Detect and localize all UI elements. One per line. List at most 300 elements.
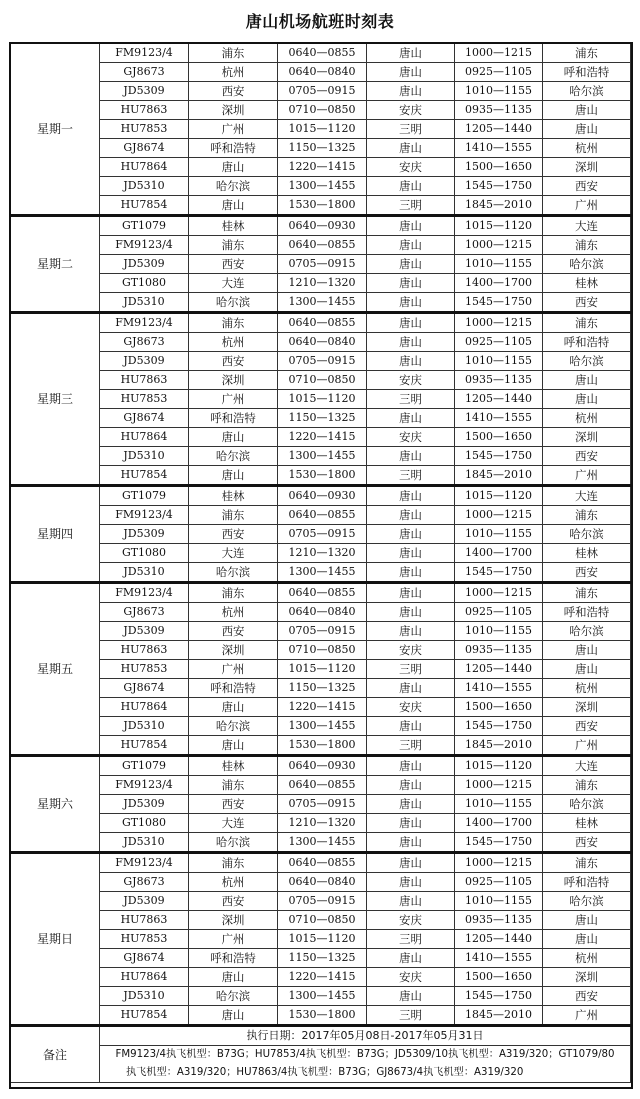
stop-cell: 唐山 [367, 82, 455, 101]
flight-number-cell: JD5310 [100, 563, 189, 583]
table-row [11, 756, 631, 776]
arrival-time-cell: 1500—1650 [455, 698, 543, 717]
table-row [11, 447, 631, 466]
stop-cell: 三明 [367, 120, 455, 139]
destination-cell: 浦东 [543, 236, 631, 255]
stop-cell: 三明 [367, 930, 455, 949]
weekday-label: 星期三 [11, 313, 100, 486]
origin-cell: 浦东 [189, 853, 278, 873]
origin-cell: 深圳 [189, 371, 278, 390]
departure-time-cell: 1300—1455 [278, 177, 367, 196]
departure-time-cell: 0640—0855 [278, 583, 367, 603]
flight-number-cell: HU7853 [100, 390, 189, 409]
departure-time-cell: 1300—1455 [278, 563, 367, 583]
origin-cell: 哈尔滨 [189, 293, 278, 313]
table-row [11, 814, 631, 833]
stop-cell: 唐山 [367, 563, 455, 583]
table-row [11, 968, 631, 987]
arrival-time-cell: 1205—1440 [455, 660, 543, 679]
flight-number-cell: JD5309 [100, 795, 189, 814]
departure-time-cell: 1015—1120 [278, 660, 367, 679]
origin-cell: 哈尔滨 [189, 717, 278, 736]
stop-cell: 唐山 [367, 717, 455, 736]
stop-cell: 唐山 [367, 177, 455, 196]
flight-number-cell: JD5309 [100, 892, 189, 911]
arrival-time-cell: 1500—1650 [455, 158, 543, 177]
origin-cell: 广州 [189, 660, 278, 679]
departure-time-cell: 0710—0850 [278, 371, 367, 390]
table-row [11, 158, 631, 177]
origin-cell: 大连 [189, 274, 278, 293]
arrival-time-cell: 0925—1105 [455, 873, 543, 892]
flight-number-cell: HU7863 [100, 371, 189, 390]
destination-cell: 浦东 [543, 44, 631, 63]
departure-time-cell: 0705—0915 [278, 622, 367, 641]
origin-cell: 桂林 [189, 756, 278, 776]
arrival-time-cell: 1410—1555 [455, 409, 543, 428]
arrival-time-cell: 1010—1155 [455, 892, 543, 911]
stop-cell: 安庆 [367, 101, 455, 120]
notes-label: 备注 [11, 1026, 100, 1083]
departure-time-cell: 1300—1455 [278, 833, 367, 853]
departure-time-cell: 1150—1325 [278, 949, 367, 968]
stop-cell: 唐山 [367, 333, 455, 352]
table-row [11, 698, 631, 717]
arrival-time-cell: 1845—2010 [455, 736, 543, 756]
destination-cell: 杭州 [543, 409, 631, 428]
arrival-time-cell: 1010—1155 [455, 525, 543, 544]
destination-cell: 大连 [543, 486, 631, 506]
destination-cell: 杭州 [543, 679, 631, 698]
departure-time-cell: 0705—0915 [278, 82, 367, 101]
table-row [11, 139, 631, 158]
table-row [11, 177, 631, 196]
table-row [11, 216, 631, 236]
stop-cell: 三明 [367, 390, 455, 409]
arrival-time-cell: 1400—1700 [455, 274, 543, 293]
stop-cell: 唐山 [367, 756, 455, 776]
stop-cell: 唐山 [367, 486, 455, 506]
origin-cell: 杭州 [189, 603, 278, 622]
destination-cell: 浦东 [543, 506, 631, 525]
table-row [11, 120, 631, 139]
flight-number-cell: JD5310 [100, 717, 189, 736]
departure-time-cell: 1530—1800 [278, 736, 367, 756]
arrival-time-cell: 0925—1105 [455, 603, 543, 622]
destination-cell: 哈尔滨 [543, 622, 631, 641]
flight-number-cell: JD5309 [100, 352, 189, 371]
table-row [11, 660, 631, 679]
destination-cell: 深圳 [543, 428, 631, 447]
destination-cell: 深圳 [543, 698, 631, 717]
origin-cell: 西安 [189, 82, 278, 101]
destination-cell: 呼和浩特 [543, 603, 631, 622]
origin-cell: 大连 [189, 814, 278, 833]
departure-time-cell: 0640—0855 [278, 44, 367, 63]
destination-cell: 哈尔滨 [543, 795, 631, 814]
table-row [11, 236, 631, 255]
arrival-time-cell: 1015—1120 [455, 486, 543, 506]
destination-cell: 西安 [543, 833, 631, 853]
departure-time-cell: 0640—0840 [278, 873, 367, 892]
origin-cell: 呼和浩特 [189, 679, 278, 698]
table-row [11, 506, 631, 525]
stop-cell: 唐山 [367, 63, 455, 82]
departure-time-cell: 0640—0930 [278, 486, 367, 506]
departure-time-cell: 1210—1320 [278, 814, 367, 833]
destination-cell: 唐山 [543, 101, 631, 120]
flight-number-cell: GT1080 [100, 544, 189, 563]
origin-cell: 广州 [189, 930, 278, 949]
destination-cell: 哈尔滨 [543, 525, 631, 544]
stop-cell: 唐山 [367, 949, 455, 968]
flight-number-cell: GJ8673 [100, 603, 189, 622]
departure-time-cell: 1300—1455 [278, 293, 367, 313]
flight-number-cell: JD5310 [100, 447, 189, 466]
flight-number-cell: HU7863 [100, 911, 189, 930]
table-row [11, 987, 631, 1006]
origin-cell: 哈尔滨 [189, 447, 278, 466]
origin-cell: 杭州 [189, 333, 278, 352]
destination-cell: 广州 [543, 1006, 631, 1026]
destination-cell: 桂林 [543, 814, 631, 833]
destination-cell: 呼和浩特 [543, 873, 631, 892]
flight-number-cell: HU7863 [100, 641, 189, 660]
arrival-time-cell: 1205—1440 [455, 930, 543, 949]
arrival-time-cell: 1410—1555 [455, 949, 543, 968]
schedule-body [11, 44, 631, 1026]
flight-number-cell: FM9123/4 [100, 776, 189, 795]
destination-cell: 杭州 [543, 139, 631, 158]
destination-cell: 西安 [543, 717, 631, 736]
origin-cell: 杭州 [189, 873, 278, 892]
flight-number-cell: JD5309 [100, 622, 189, 641]
stop-cell: 唐山 [367, 853, 455, 873]
stop-cell: 唐山 [367, 216, 455, 236]
departure-time-cell: 0705—0915 [278, 352, 367, 371]
destination-cell: 深圳 [543, 968, 631, 987]
departure-time-cell: 1210—1320 [278, 274, 367, 293]
table-row [11, 795, 631, 814]
origin-cell: 浦东 [189, 506, 278, 525]
flight-number-cell: GJ8673 [100, 873, 189, 892]
weekday-label: 星期五 [11, 583, 100, 756]
destination-cell: 唐山 [543, 930, 631, 949]
flight-number-cell: GT1079 [100, 486, 189, 506]
notes-line [100, 1046, 631, 1065]
arrival-time-cell: 1545—1750 [455, 293, 543, 313]
arrival-time-cell: 1545—1750 [455, 833, 543, 853]
origin-cell: 西安 [189, 622, 278, 641]
arrival-time-cell: 1500—1650 [455, 968, 543, 987]
departure-time-cell: 1015—1120 [278, 390, 367, 409]
origin-cell: 深圳 [189, 911, 278, 930]
table-row [11, 892, 631, 911]
destination-cell: 哈尔滨 [543, 82, 631, 101]
arrival-time-cell: 1010—1155 [455, 352, 543, 371]
flight-number-cell: GJ8674 [100, 949, 189, 968]
table-row [11, 313, 631, 333]
origin-cell: 唐山 [189, 196, 278, 216]
stop-cell: 唐山 [367, 892, 455, 911]
arrival-time-cell: 1410—1555 [455, 679, 543, 698]
departure-time-cell: 0640—0840 [278, 333, 367, 352]
flight-number-cell: JD5310 [100, 987, 189, 1006]
origin-cell: 唐山 [189, 158, 278, 177]
arrival-time-cell: 1000—1215 [455, 313, 543, 333]
stop-cell: 唐山 [367, 833, 455, 853]
destination-cell: 唐山 [543, 641, 631, 660]
flight-number-cell: GT1080 [100, 814, 189, 833]
departure-time-cell: 0640—0840 [278, 603, 367, 622]
arrival-time-cell: 0935—1135 [455, 371, 543, 390]
stop-cell: 唐山 [367, 795, 455, 814]
flight-number-cell: HU7863 [100, 101, 189, 120]
origin-cell: 杭州 [189, 63, 278, 82]
departure-time-cell: 0705—0915 [278, 525, 367, 544]
destination-cell: 广州 [543, 736, 631, 756]
origin-cell: 西安 [189, 352, 278, 371]
departure-time-cell: 1220—1415 [278, 428, 367, 447]
flight-number-cell: GT1080 [100, 274, 189, 293]
flight-number-cell: GT1079 [100, 756, 189, 776]
arrival-time-cell: 1205—1440 [455, 120, 543, 139]
flight-number-cell: GJ8673 [100, 333, 189, 352]
arrival-time-cell: 1010—1155 [455, 82, 543, 101]
departure-time-cell: 0640—0855 [278, 776, 367, 795]
stop-cell: 三明 [367, 660, 455, 679]
origin-cell: 哈尔滨 [189, 177, 278, 196]
departure-time-cell: 1150—1325 [278, 409, 367, 428]
origin-cell: 深圳 [189, 101, 278, 120]
departure-time-cell: 1220—1415 [278, 968, 367, 987]
table-row [11, 409, 631, 428]
table-row [11, 1006, 631, 1026]
weekday-label: 星期四 [11, 486, 100, 583]
stop-cell: 安庆 [367, 428, 455, 447]
destination-cell: 唐山 [543, 911, 631, 930]
origin-cell: 西安 [189, 892, 278, 911]
destination-cell: 呼和浩特 [543, 63, 631, 82]
arrival-time-cell: 1545—1750 [455, 987, 543, 1006]
origin-cell: 浦东 [189, 236, 278, 255]
arrival-time-cell: 1000—1215 [455, 776, 543, 795]
flight-number-cell: GJ8674 [100, 409, 189, 428]
page-title: 唐山机场航班时刻表 [245, 12, 395, 31]
departure-time-cell: 1150—1325 [278, 679, 367, 698]
departure-time-cell: 0705—0915 [278, 795, 367, 814]
table-row [11, 911, 631, 930]
stop-cell: 唐山 [367, 622, 455, 641]
stop-cell: 安庆 [367, 968, 455, 987]
flight-number-cell: HU7864 [100, 968, 189, 987]
origin-cell: 唐山 [189, 428, 278, 447]
flight-number-cell: FM9123/4 [100, 853, 189, 873]
origin-cell: 桂林 [189, 216, 278, 236]
stop-cell: 三明 [367, 196, 455, 216]
table-row [11, 603, 631, 622]
stop-cell: 唐山 [367, 44, 455, 63]
departure-time-cell: 1300—1455 [278, 447, 367, 466]
origin-cell: 浦东 [189, 313, 278, 333]
flight-number-cell: FM9123/4 [100, 506, 189, 525]
origin-cell: 西安 [189, 525, 278, 544]
flight-number-cell: HU7853 [100, 660, 189, 679]
table-row [11, 274, 631, 293]
destination-cell: 大连 [543, 216, 631, 236]
flight-number-cell: GJ8673 [100, 63, 189, 82]
origin-cell: 哈尔滨 [189, 987, 278, 1006]
departure-time-cell: 0640—0855 [278, 853, 367, 873]
table-row [11, 371, 631, 390]
departure-time-cell: 1300—1455 [278, 717, 367, 736]
flight-number-cell: HU7853 [100, 120, 189, 139]
destination-cell: 杭州 [543, 949, 631, 968]
table-row [11, 428, 631, 447]
table-row [11, 390, 631, 409]
arrival-time-cell: 0935—1135 [455, 911, 543, 930]
destination-cell: 哈尔滨 [543, 255, 631, 274]
stop-cell: 唐山 [367, 679, 455, 698]
flight-number-cell: HU7854 [100, 1006, 189, 1026]
stop-cell: 唐山 [367, 544, 455, 563]
table-row [11, 949, 631, 968]
stop-cell: 安庆 [367, 371, 455, 390]
flight-number-cell: HU7854 [100, 466, 189, 486]
stop-cell: 唐山 [367, 409, 455, 428]
arrival-time-cell: 1000—1215 [455, 583, 543, 603]
table-row [11, 196, 631, 216]
stop-cell: 唐山 [367, 447, 455, 466]
origin-cell: 呼和浩特 [189, 409, 278, 428]
table-row [11, 101, 631, 120]
destination-cell: 桂林 [543, 274, 631, 293]
table-row [11, 736, 631, 756]
flight-number-cell: FM9123/4 [100, 583, 189, 603]
stop-cell: 三明 [367, 736, 455, 756]
origin-cell: 呼和浩特 [189, 949, 278, 968]
flight-number-cell: GJ8674 [100, 139, 189, 158]
flight-number-cell: JD5309 [100, 255, 189, 274]
arrival-time-cell: 1545—1750 [455, 177, 543, 196]
destination-cell: 唐山 [543, 371, 631, 390]
table-row [11, 352, 631, 371]
stop-cell: 唐山 [367, 603, 455, 622]
flight-number-cell: GT1079 [100, 216, 189, 236]
table-row [11, 717, 631, 736]
table-row [11, 82, 631, 101]
stop-cell: 安庆 [367, 698, 455, 717]
departure-time-cell: 0640—0855 [278, 236, 367, 255]
notes-aircraft-2: 执飞机型：A319/320；HU7863/4执飞机型：B73G；GJ8673/4执飞机型：A319/320 [126, 1067, 524, 1078]
arrival-time-cell: 1010—1155 [455, 622, 543, 641]
notes-date: 执行日期：2017年05月08日-2017年05月31日 [246, 1029, 484, 1042]
departure-time-cell: 0640—0855 [278, 313, 367, 333]
stop-cell: 唐山 [367, 352, 455, 371]
table-row [11, 679, 631, 698]
departure-time-cell: 0710—0850 [278, 911, 367, 930]
flight-number-cell: FM9123/4 [100, 313, 189, 333]
table-row [11, 525, 631, 544]
stop-cell: 唐山 [367, 583, 455, 603]
flight-number-cell: HU7853 [100, 930, 189, 949]
departure-time-cell: 1210—1320 [278, 544, 367, 563]
destination-cell: 哈尔滨 [543, 892, 631, 911]
destination-cell: 西安 [543, 177, 631, 196]
departure-time-cell: 0710—0850 [278, 641, 367, 660]
destination-cell: 呼和浩特 [543, 333, 631, 352]
departure-time-cell: 0705—0915 [278, 255, 367, 274]
departure-time-cell: 0640—0930 [278, 216, 367, 236]
destination-cell: 西安 [543, 293, 631, 313]
weekday-label: 星期一 [11, 44, 100, 216]
arrival-time-cell: 1545—1750 [455, 447, 543, 466]
origin-cell: 唐山 [189, 968, 278, 987]
origin-cell: 唐山 [189, 466, 278, 486]
arrival-time-cell: 0925—1105 [455, 333, 543, 352]
origin-cell: 西安 [189, 795, 278, 814]
arrival-time-cell: 1000—1215 [455, 236, 543, 255]
arrival-time-cell: 0925—1105 [455, 63, 543, 82]
table-row [11, 930, 631, 949]
stop-cell: 唐山 [367, 293, 455, 313]
table-row [11, 293, 631, 313]
destination-cell: 西安 [543, 447, 631, 466]
arrival-time-cell: 1845—2010 [455, 466, 543, 486]
arrival-time-cell: 1000—1215 [455, 853, 543, 873]
departure-time-cell: 1300—1455 [278, 987, 367, 1006]
flight-number-cell: JD5310 [100, 833, 189, 853]
notes-line [100, 1026, 631, 1046]
origin-cell: 唐山 [189, 1006, 278, 1026]
weekday-label: 星期六 [11, 756, 100, 853]
table-row [11, 255, 631, 274]
origin-cell: 桂林 [189, 486, 278, 506]
origin-cell: 大连 [189, 544, 278, 563]
destination-cell: 浦东 [543, 853, 631, 873]
table-row [11, 641, 631, 660]
arrival-time-cell: 1845—2010 [455, 1006, 543, 1026]
stop-cell: 唐山 [367, 139, 455, 158]
origin-cell: 哈尔滨 [189, 833, 278, 853]
departure-time-cell: 1530—1800 [278, 196, 367, 216]
origin-cell: 唐山 [189, 698, 278, 717]
departure-time-cell: 1530—1800 [278, 1006, 367, 1026]
destination-cell: 唐山 [543, 120, 631, 139]
arrival-time-cell: 1845—2010 [455, 196, 543, 216]
destination-cell: 唐山 [543, 390, 631, 409]
origin-cell: 广州 [189, 120, 278, 139]
origin-cell: 呼和浩特 [189, 139, 278, 158]
table-row [11, 63, 631, 82]
origin-cell: 浦东 [189, 583, 278, 603]
arrival-time-cell: 0935—1135 [455, 101, 543, 120]
destination-cell: 哈尔滨 [543, 352, 631, 371]
stop-cell: 唐山 [367, 814, 455, 833]
flight-number-cell: JD5310 [100, 293, 189, 313]
arrival-time-cell: 1545—1750 [455, 563, 543, 583]
arrival-time-cell: 1000—1215 [455, 44, 543, 63]
destination-cell: 大连 [543, 756, 631, 776]
flight-number-cell: HU7854 [100, 736, 189, 756]
departure-time-cell: 1015—1120 [278, 930, 367, 949]
flight-number-cell: JD5310 [100, 177, 189, 196]
arrival-time-cell: 1015—1120 [455, 216, 543, 236]
weekday-label: 星期日 [11, 853, 100, 1026]
table-row [11, 833, 631, 853]
departure-time-cell: 1015—1120 [278, 120, 367, 139]
origin-cell: 西安 [189, 255, 278, 274]
